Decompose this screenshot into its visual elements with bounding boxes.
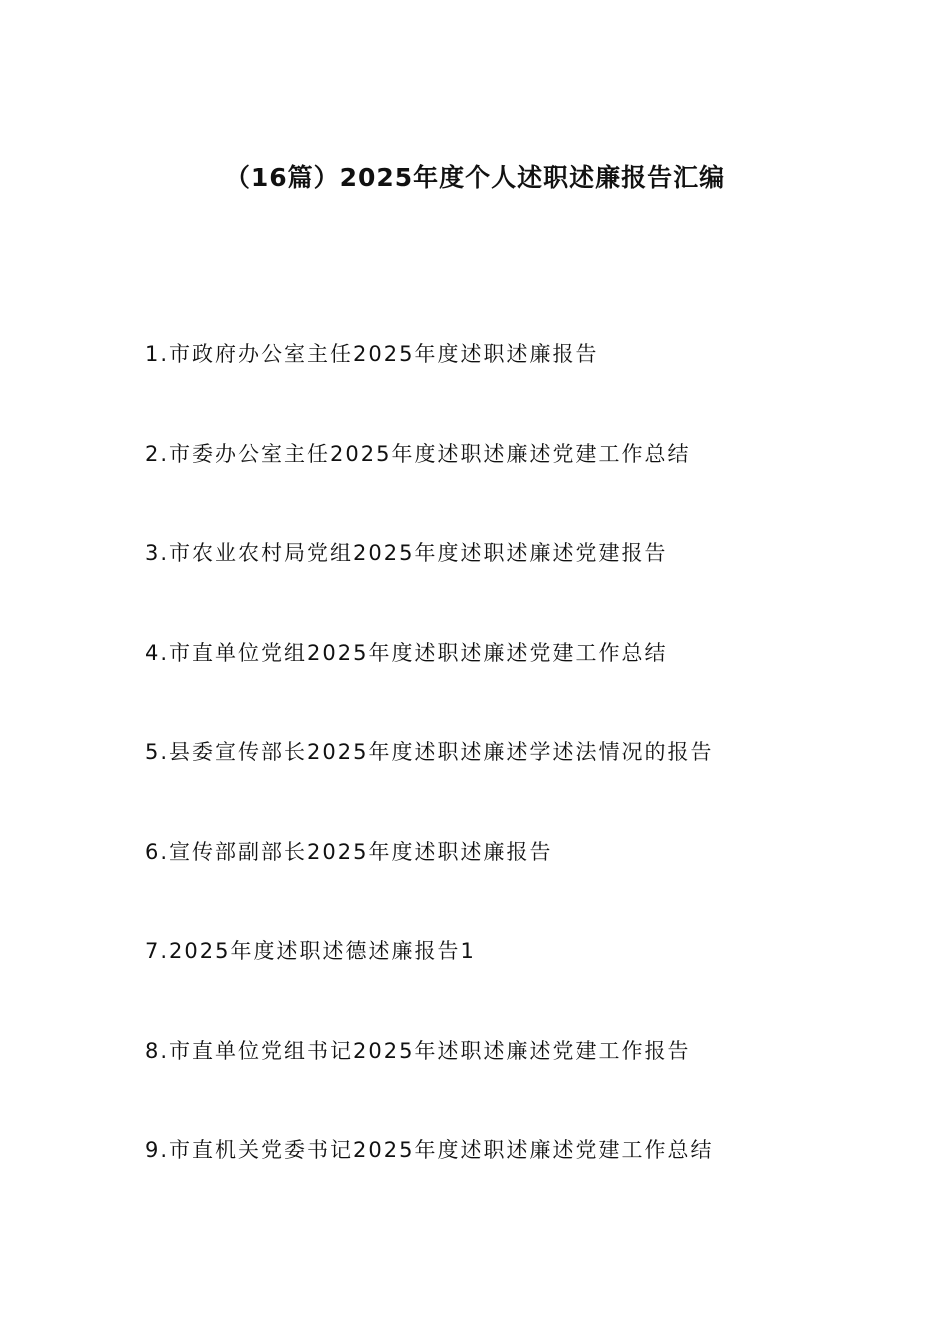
document-title: （16篇）2025年度个人述职述廉报告汇编 [224,163,726,192]
toc-item: 1.市政府办公室主任2025年度述职述廉报告 [145,342,599,366]
toc-item: 5.县委宣传部长2025年度述职述廉述学述法情况的报告 [145,740,714,764]
table-of-contents [145,334,905,1230]
toc-item: 3.市农业农村局党组2025年度述职述廉述党建报告 [145,541,668,565]
toc-item: 9.市直机关党委书记2025年度述职述廉述党建工作总结 [145,1138,714,1162]
toc-item: 6.宣传部副部长2025年度述职述廉报告 [145,839,553,864]
toc-item: 4.市直单位党组2025年度述职述廉述党建工作总结 [145,640,668,665]
toc-item: 8.市直单位党组书记2025年述职述廉述党建工作报告 [145,1038,691,1063]
toc-item: 7.2025年度述职述德述廉报告1 [145,939,476,963]
toc-item: 2.市委办公室主任2025年度述职述廉述党建工作总结 [145,441,691,466]
